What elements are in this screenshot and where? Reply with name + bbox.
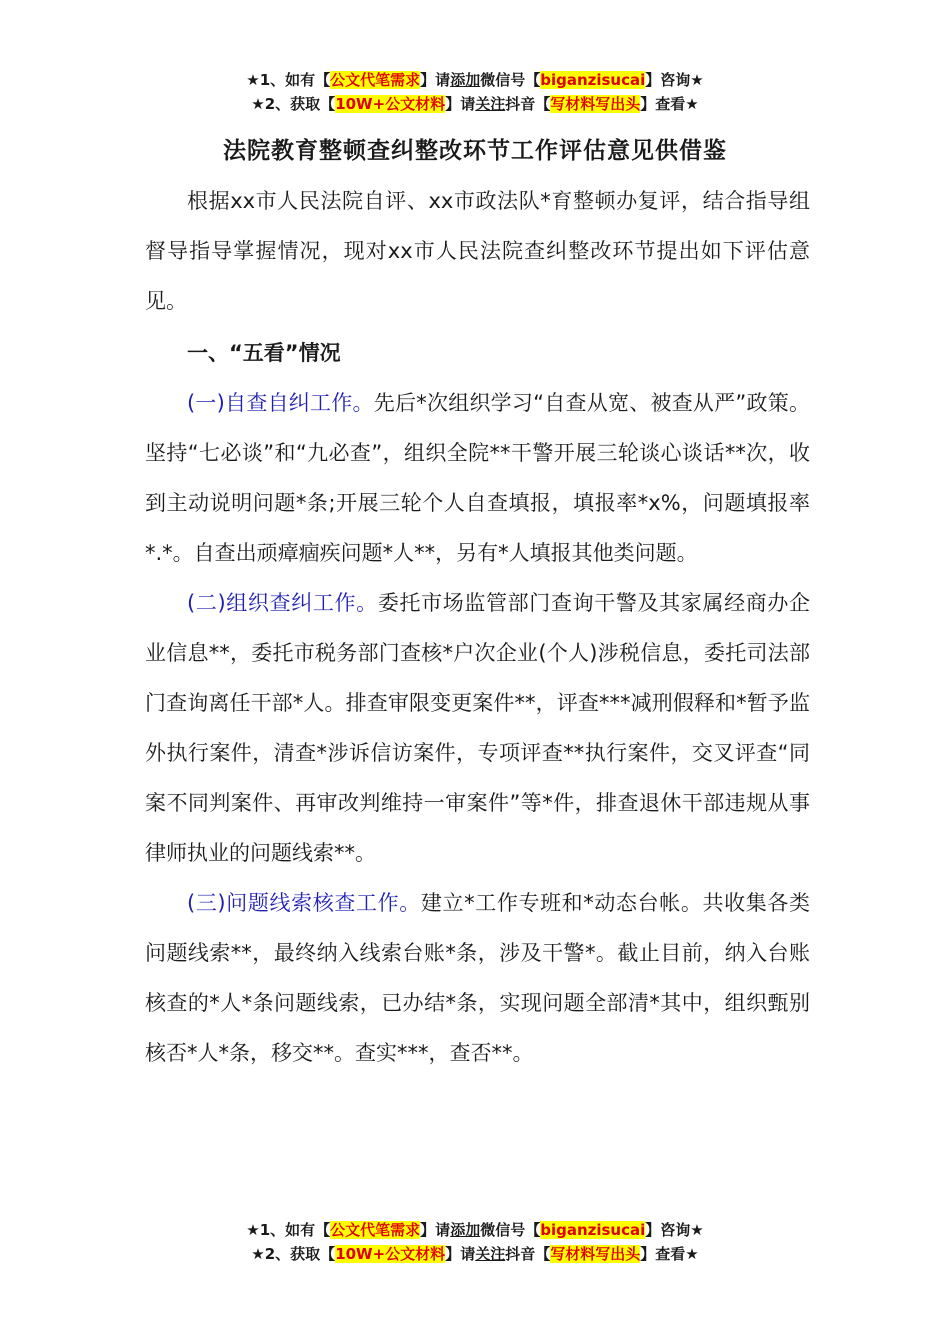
promo-line-1: ★1、如有【公文代笔需求】请添加微信号【biganzisucai】咨询★ (246, 71, 704, 89)
promo-highlight: 写材料写出头 (550, 1245, 641, 1263)
section-lead: (二)组织查纠工作。 (187, 591, 378, 615)
document-body (145, 176, 810, 1078)
promo-highlight: 公文代笔需求 (330, 1221, 421, 1239)
section-text: 建立*工作专班和*动态台帐。共收集各类问题线索**，最终纳入线索台账*条，涉及干警*。截止目前，纳入台账核查的*人*条问题线索，已办结*条，实现问题全部清*其中，组织甄别核否*人*条，移交**。查实***，查否**。 (145, 891, 811, 1065)
promo-underline: 添加 (450, 71, 481, 89)
promo-line-2: ★2、获取【10W+公文材料】请关注抖音【写材料写出头】查看★ (251, 1245, 699, 1263)
section-heading: 一、“五看”情况 (187, 341, 341, 365)
promo-highlight: 写材料写出头 (550, 95, 641, 113)
section-paragraph (145, 578, 810, 878)
promo-footer (0, 1218, 950, 1266)
promo-underline: 添加 (450, 1221, 481, 1239)
intro-paragraph: 根据xx市人民法院自评、xx市政法队*育整顿办复评，结合指导组督导指导掌握情况，现对xx市人民法院查纠整改环节提出如下评估意见。 (145, 189, 810, 313)
section-text: 委托市场监管部门查询干警及其家属经商办企业信息**，委托市税务部门查核*户次企业(个人)涉税信息，委托司法部门查询离任干部*人。排查审限变更案件**，评查***减刑假释和*暂予监外执行案件，清查*涉诉信访案件，专项评查**执行案件，交叉评查“同案不同判案件、再审改判维持一审案件”等*件，排查退休干部违规从事律师执业的问题线索**。 (145, 591, 811, 865)
section-text: 先后*次组织学习“自查从宽、被查从严”政策。坚持“七必谈”和“九必查”，组织全院**干警开展三轮谈心谈话**次，收到主动说明问题*条;开展三轮个人自查填报，填报率*x%，问题填报率*.*。自查出顽瘴痼疾问题*人**，另有*人填报其他类问题。 (145, 391, 810, 565)
section-lead: (一)自查自纠工作。 (187, 391, 374, 415)
promo-underline: 关注 (475, 1245, 506, 1263)
promo-highlight: 10W+公文材料 (335, 95, 446, 113)
section-lead: (三)问题线索核查工作。 (187, 891, 421, 915)
section-paragraph (145, 378, 810, 578)
promo-line-1: ★1、如有【公文代笔需求】请添加微信号【biganzisucai】咨询★ (246, 1221, 704, 1239)
promo-highlight: biganzisucai (540, 71, 646, 89)
promo-highlight: 公文代笔需求 (330, 71, 421, 89)
promo-line-2: ★2、获取【10W+公文材料】请关注抖音【写材料写出头】查看★ (251, 95, 699, 113)
promo-highlight: biganzisucai (540, 1221, 646, 1239)
document-title: 法院教育整顿查纠整改环节工作评估意见供借鉴 (223, 138, 727, 164)
section-paragraph (145, 878, 810, 1078)
promo-header (0, 68, 950, 116)
promo-underline: 关注 (475, 95, 506, 113)
promo-highlight: 10W+公文材料 (335, 1245, 446, 1263)
